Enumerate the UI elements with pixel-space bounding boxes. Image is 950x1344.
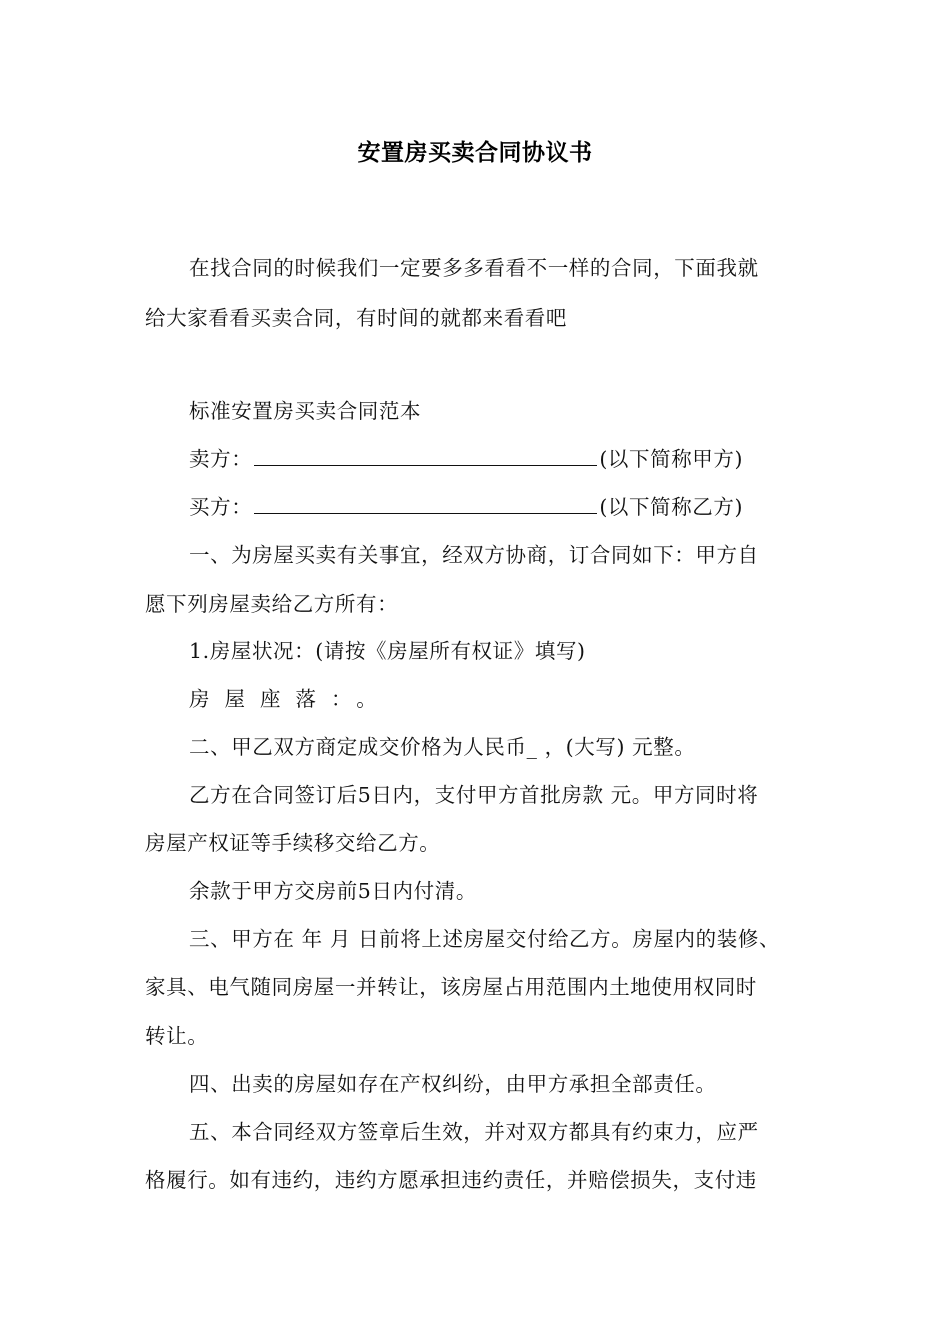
intro-line-2: 给大家看看买卖合同，有时间的就都来看看吧 (145, 306, 567, 330)
clause-1-line-2: 愿下列房屋卖给乙方所有： (145, 592, 399, 616)
balance-payment: 余款于甲方交房前5日内付清。 (189, 879, 477, 903)
document-title: 安置房买卖合同协议书 (357, 140, 593, 166)
seller-blank (254, 445, 597, 466)
clause-5-line-1: 五、本合同经双方签章后生效，并对双方都具有约束力，应严 (189, 1120, 759, 1144)
clause-5-line-2: 格履行。如有违约，违约方愿承担违约责任，并赔偿损失，支付违 (145, 1168, 757, 1192)
clause-2-price: 二、甲乙双方商定成交价格为人民币_ ，(大写) 元整。 (189, 735, 696, 759)
intro-line-1: 在找合同的时候我们一定要多多看看不一样的合同，下面我就 (189, 256, 759, 280)
clause-3-line-2: 家具、电气随同房屋一并转让，该房屋占用范围内土地使用权同时 (145, 975, 757, 999)
clause-1-line-1: 一、为房屋买卖有关事宜，经双方协商，订合同如下：甲方自 (189, 543, 759, 567)
seller-line (189, 445, 743, 473)
seller-label: 卖方： (189, 447, 253, 471)
item-1-property-status: 1.房屋状况：(请按《房屋所有权证》填写) (189, 639, 586, 663)
clause-3-line-3: 转让。 (145, 1024, 209, 1048)
buyer-blank (254, 493, 597, 514)
buyer-label: 买方： (189, 495, 253, 519)
payment-line-2: 房屋产权证等手续移交给乙方。 (145, 831, 441, 855)
seller-note: (以下简称甲方) (599, 447, 744, 471)
property-location: 房屋座落：。 (189, 687, 392, 711)
template-title: 标准安置房买卖合同范本 (189, 399, 422, 423)
buyer-note: (以下简称乙方) (599, 495, 744, 519)
buyer-line (189, 493, 743, 521)
clause-4: 四、出卖的房屋如存在产权纠纷，由甲方承担全部责任。 (189, 1072, 717, 1096)
clause-3-line-1: 三、甲方在 年 月 日前将上述房屋交付给乙方。房屋内的装修、 (189, 927, 781, 951)
payment-line-1: 乙方在合同签订后5日内，支付甲方首批房款 元。甲方同时将 (189, 783, 759, 807)
